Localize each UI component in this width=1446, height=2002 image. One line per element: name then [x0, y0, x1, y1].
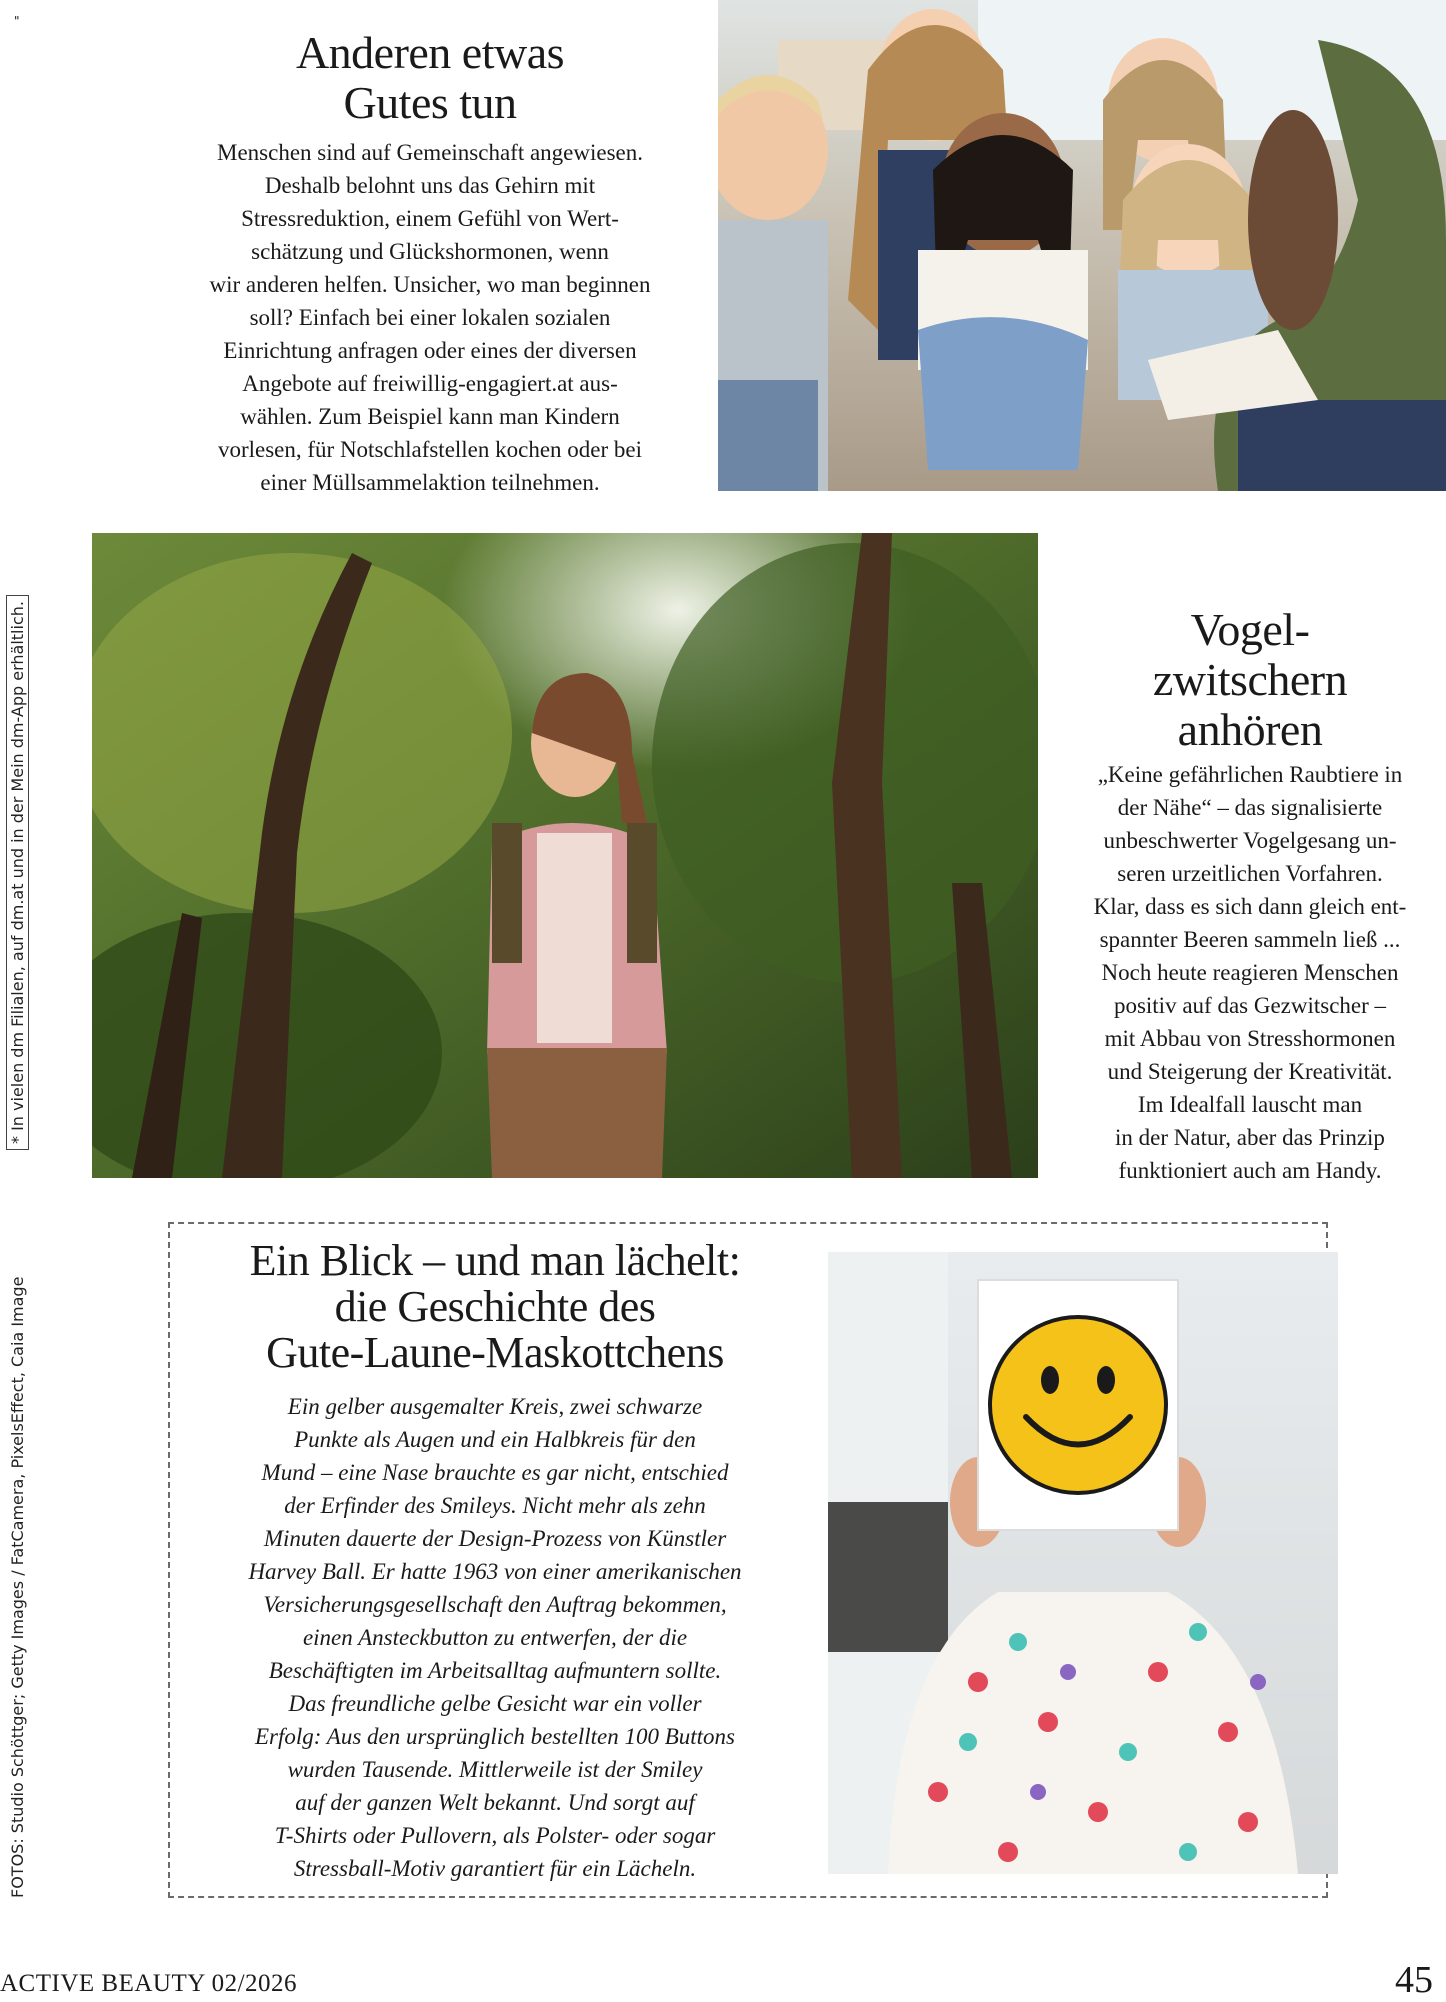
footer-page-number: 45	[1395, 1959, 1433, 2001]
section2-headline-line2: zwitschern	[1152, 654, 1348, 705]
section1-headline	[140, 28, 720, 128]
section2-headline-line1: Vogel-	[1190, 604, 1310, 655]
section3-line: Erfolg: Aus den ursprünglich bestellten 100 Buttons	[255, 1724, 735, 1749]
section3-line: Ein gelber ausgemalter Kreis, zwei schwarze	[287, 1394, 703, 1419]
photo-children-reading	[718, 0, 1446, 491]
corner-mark: "	[14, 14, 20, 28]
section3-line: Beschäftigten im Arbeitsalltag aufmuntern sollte.	[268, 1658, 722, 1683]
section3-line: T-Shirts oder Pullovern, als Polster- oder sogar	[274, 1823, 716, 1848]
section2-line: unbeschwerter Vogelgesang un-	[1103, 828, 1397, 853]
photo-smiley-sign	[828, 1252, 1338, 1874]
section2-line: Klar, dass es sich dann gleich ent-	[1093, 894, 1407, 919]
section1-line: Angebote auf freiwillig-engagiert.at aus-	[242, 371, 618, 396]
section1-line: wir anderen helfen. Unsicher, wo man beginnen	[209, 272, 651, 297]
section3-line: Minuten dauerte der Design-Prozess von Künstler	[263, 1526, 727, 1551]
section3-headline-line1: Ein Blick – und man lächelt:	[249, 1236, 741, 1285]
section2-line: seren urzeitlichen Vorfahren.	[1117, 861, 1383, 886]
photo-woman-forest	[92, 533, 1038, 1178]
section2-line: mit Abbau von Stresshormonen	[1104, 1026, 1396, 1051]
section2-headline-line3: anhören	[1177, 704, 1323, 755]
section1-body	[150, 136, 710, 499]
section3-line: Punkte als Augen und ein Halbkreis für den	[294, 1427, 696, 1452]
section2-line: funktioniert auch am Handy.	[1118, 1158, 1382, 1183]
section3-headline-line2: die Geschichte des	[334, 1282, 656, 1331]
section2-line: Im Idealfall lauscht man	[1137, 1092, 1363, 1117]
availability-note: * In vielen dm Filialen, auf dm.at und in der Mein dm-App erhältlich.	[6, 595, 29, 1150]
section1-line: Deshalb belohnt uns das Gehirn mit	[264, 173, 596, 198]
section2-headline	[1055, 605, 1445, 755]
section3-line: einen Ansteckbutton zu entwerfen, der die	[302, 1625, 688, 1650]
photo-credits: FOTOS: Studio Schöttger; Getty Images / FatCamera, PixelsEffect, Caia Image	[8, 1276, 27, 1898]
section3-line: Stressball-Motiv garantiert für ein Lächeln.	[293, 1856, 697, 1881]
section1-line: vorlesen, für Notschlafstellen kochen oder bei	[217, 437, 643, 462]
section3-line: der Erfinder des Smileys. Nicht mehr als zehn	[284, 1493, 706, 1518]
section2-line: „Keine gefährlichen Raubtiere in	[1097, 762, 1403, 787]
section2-line: Noch heute reagieren Menschen	[1101, 960, 1399, 985]
section3-line: Mund – eine Nase brauchte es gar nicht, entschied	[261, 1460, 729, 1485]
section3-headline-line3: Gute-Laune-Maskottchens	[266, 1328, 724, 1377]
section2-line: und Steigerung der Kreativität.	[1107, 1059, 1393, 1084]
section3-body	[190, 1390, 800, 1885]
section1-line: Einrichtung anfragen oder eines der diversen	[223, 338, 637, 363]
section3-line: wurden Tausende. Mittlerweile ist der Smiley	[287, 1757, 703, 1782]
section3-line: Versicherungsgesellschaft den Auftrag bekommen,	[263, 1592, 727, 1617]
section2-line: positiv auf das Gezwitscher –	[1113, 993, 1387, 1018]
section1-line: wählen. Zum Beispiel kann man Kindern	[240, 404, 620, 429]
section3-headline	[190, 1238, 800, 1376]
section3-line: Das freundliche gelbe Gesicht war ein voller	[288, 1691, 702, 1716]
footer-magazine-issue: ACTIVE BEAUTY 02/2026	[0, 1970, 298, 1997]
section2-line: spannter Beeren sammeln ließ ...	[1099, 927, 1401, 952]
section2-line: der Nähe“ – das signalisierte	[1117, 795, 1383, 820]
section1-line: Menschen sind auf Gemeinschaft angewiesen.	[217, 140, 643, 165]
section2-line: in der Natur, aber das Prinzip	[1115, 1125, 1385, 1150]
section1-line: soll? Einfach bei einer lokalen sozialen	[249, 305, 611, 330]
section1-line: schätzung und Glückshormonen, wenn	[251, 239, 609, 264]
section1-headline-line2: Gutes tun	[343, 77, 517, 128]
section1-headline-line1: Anderen etwas	[295, 27, 565, 78]
section3-line: auf der ganzen Welt bekannt. Und sorgt auf	[295, 1790, 695, 1815]
section3-line: Harvey Ball. Er hatte 1963 von einer amerikanischen	[248, 1559, 742, 1584]
section1-line: Stressreduktion, einem Gefühl von Wert-	[241, 206, 619, 231]
section2-body	[1050, 758, 1446, 1187]
section1-line: einer Müllsammelaktion teilnehmen.	[260, 470, 600, 495]
